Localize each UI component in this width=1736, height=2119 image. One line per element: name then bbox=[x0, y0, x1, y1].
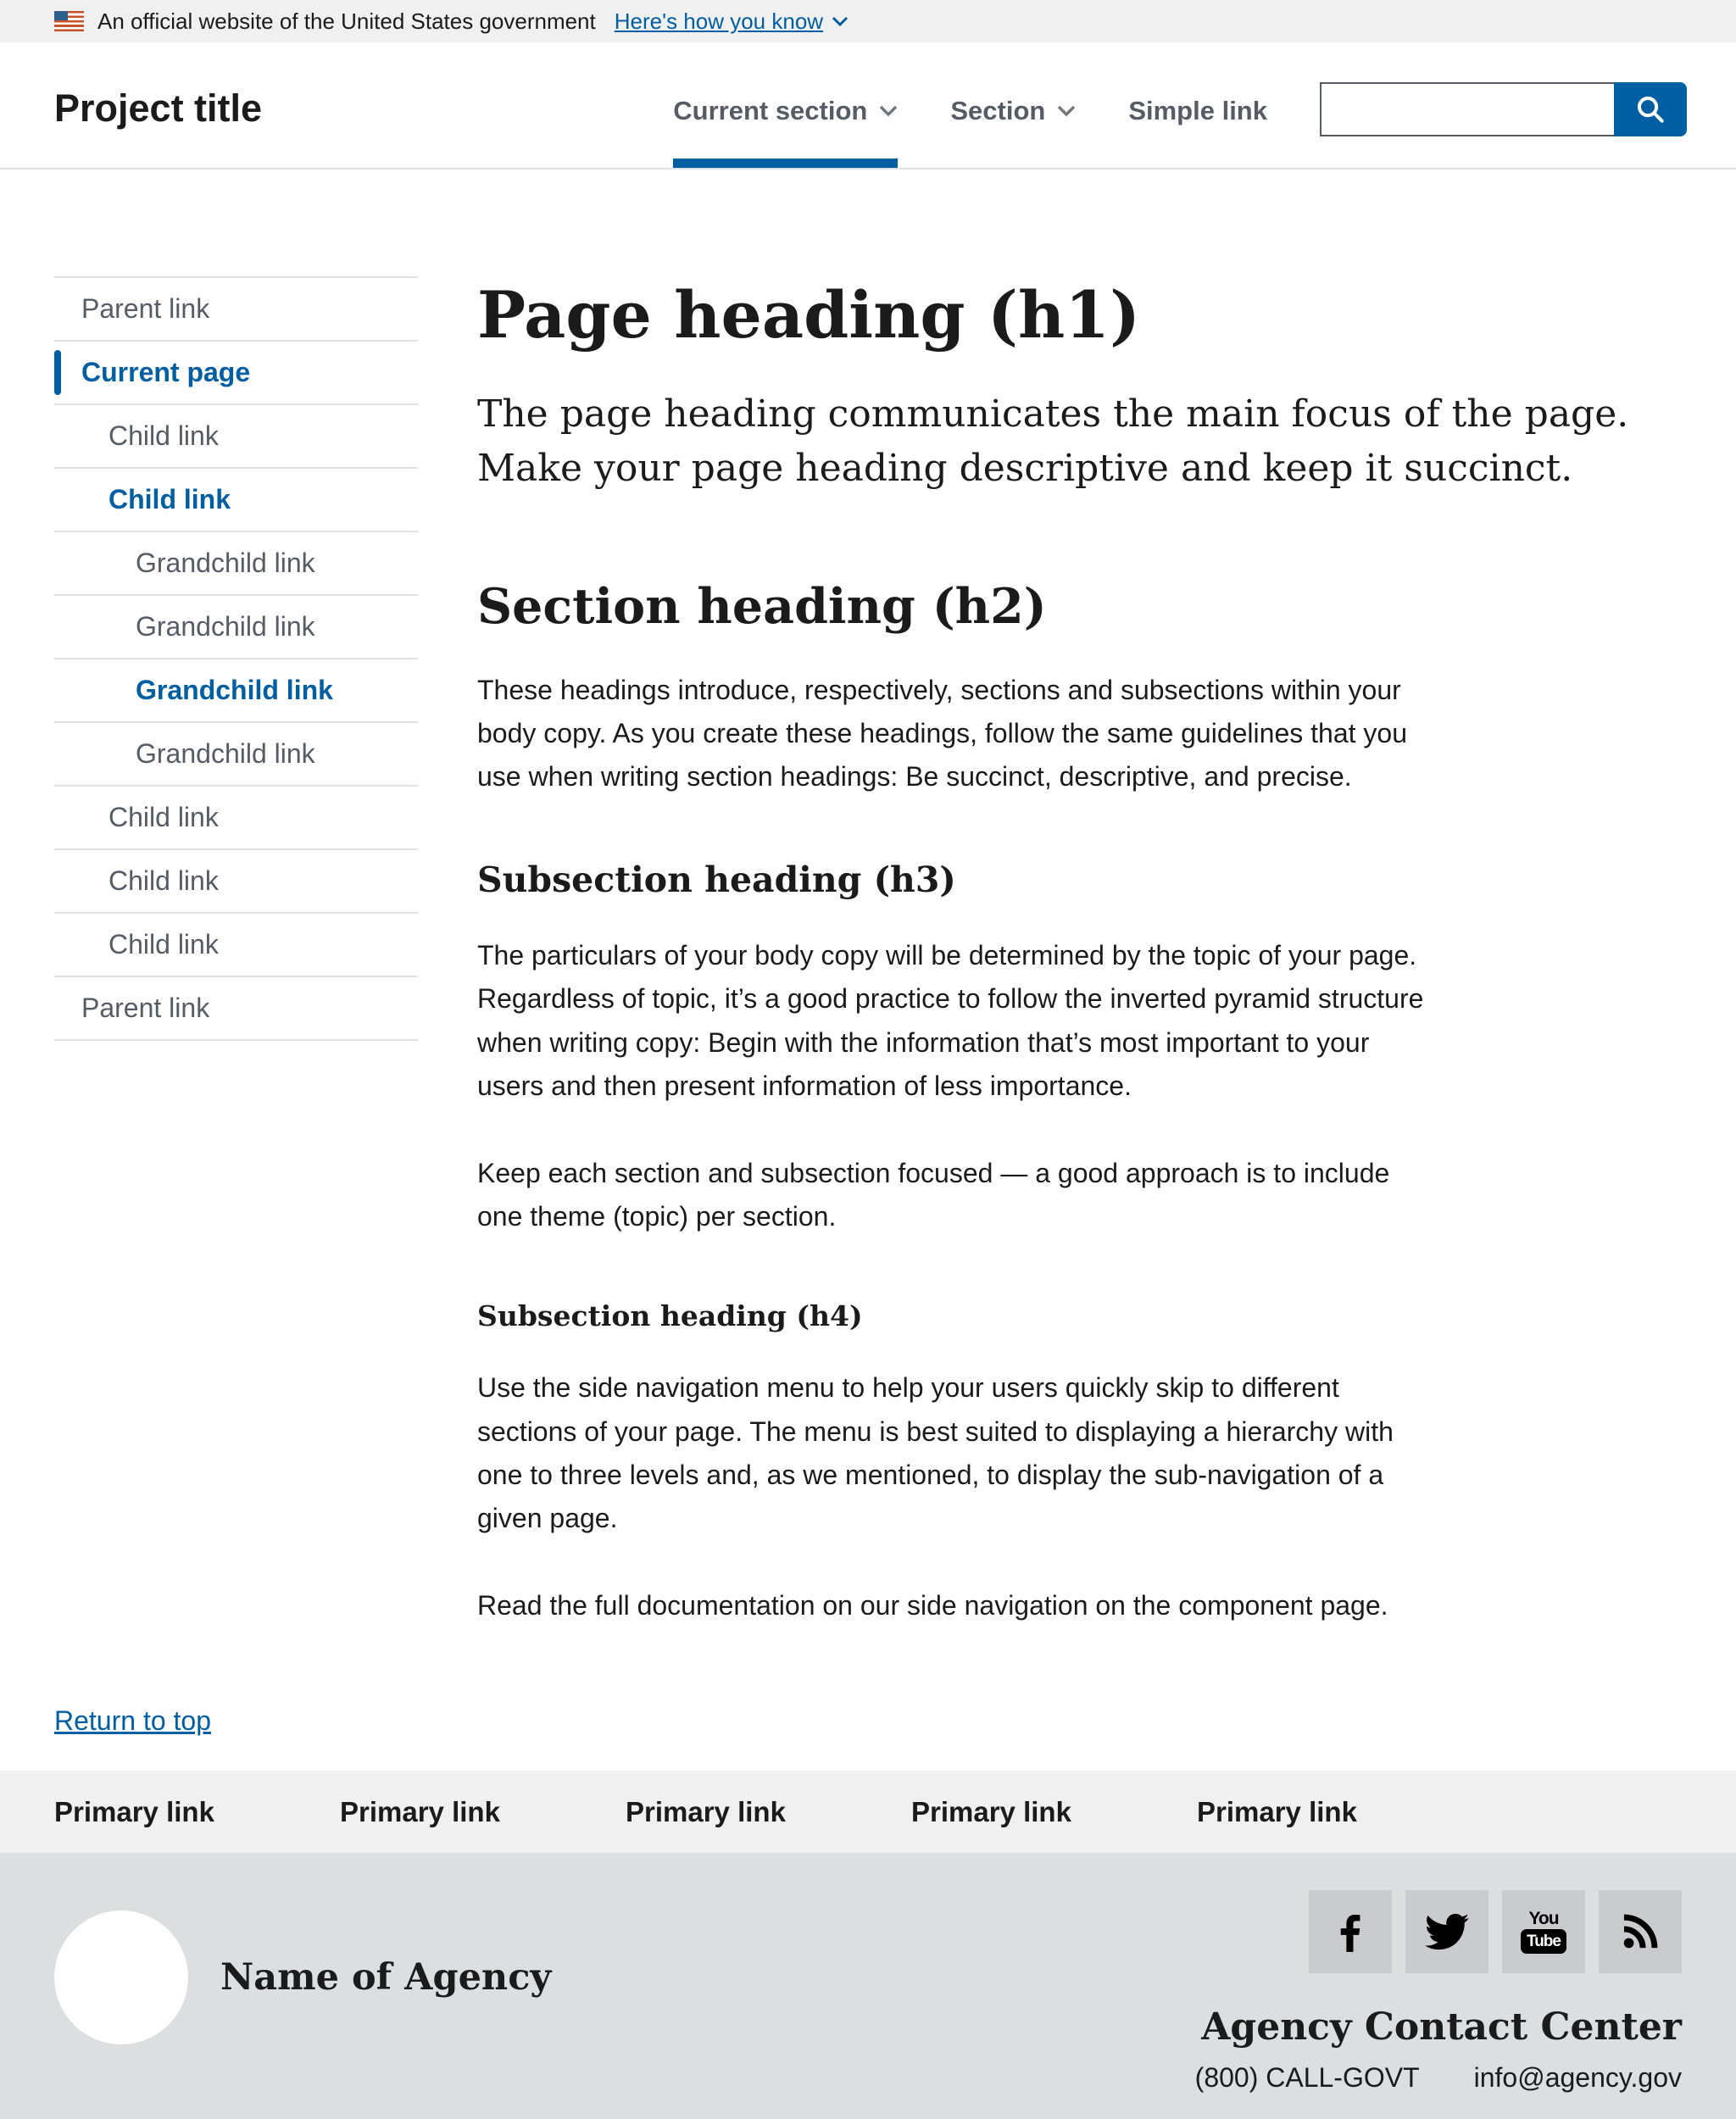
sidenav-link-child[interactable]: Child link bbox=[108, 929, 219, 959]
chevron-down-icon bbox=[832, 16, 849, 27]
banner-text: An official website of the United States government bbox=[97, 8, 596, 34]
sidenav-link-parent[interactable]: Parent link bbox=[81, 293, 210, 324]
sidenav-link-grandchild[interactable]: Grandchild link bbox=[136, 548, 315, 578]
nav-item-label: Simple link bbox=[1128, 96, 1267, 125]
us-flag-icon bbox=[54, 11, 84, 31]
chevron-down-icon bbox=[1057, 105, 1076, 117]
nav-item-simple-link[interactable] bbox=[1128, 42, 1267, 168]
return-to-top-wrap bbox=[0, 1705, 1736, 1737]
agency-contact-heading: Agency Contact Center bbox=[1201, 2005, 1682, 2049]
agency-name: Name of Agency bbox=[220, 1956, 552, 1999]
footer-primary-link[interactable]: Primary link bbox=[911, 1795, 1071, 1827]
main-nav bbox=[673, 42, 1267, 168]
nav-item-label: Current section bbox=[673, 96, 868, 125]
heres-how-you-know-link[interactable] bbox=[615, 8, 849, 35]
facebook-link[interactable] bbox=[1309, 1890, 1392, 1973]
search-form bbox=[1320, 82, 1687, 136]
site-title[interactable]: Project title bbox=[54, 86, 263, 130]
page-heading-h1: Page heading (h1) bbox=[477, 277, 1141, 353]
social-links-row bbox=[1309, 1890, 1682, 1973]
agency-logo-placeholder bbox=[54, 1910, 188, 2044]
agency-block bbox=[54, 1910, 551, 2044]
h2-body-paragraph: These headings introduce, respectively, sections and subsections within your body copy. As you create these headings, follow the same guidelines that you use when writing section headings: Be succinct, descriptive, and precise. bbox=[477, 674, 1407, 793]
sidenav-item bbox=[54, 467, 418, 531]
sidenav-link-current-page[interactable]: Current page bbox=[81, 357, 251, 387]
footer-primary-link[interactable]: Primary link bbox=[626, 1795, 786, 1827]
search-button[interactable] bbox=[1614, 82, 1687, 136]
content-region bbox=[0, 170, 1736, 1627]
footer-primary-nav bbox=[0, 1771, 1736, 1853]
sidenav-item bbox=[54, 276, 418, 340]
site-footer bbox=[0, 1771, 1736, 2119]
nav-item-section[interactable] bbox=[950, 42, 1076, 168]
sidenav-link-parent[interactable]: Parent link bbox=[81, 993, 210, 1023]
nav-item-label: Section bbox=[950, 96, 1046, 125]
nav-item-current-section[interactable] bbox=[673, 42, 898, 168]
rss-icon bbox=[1618, 1910, 1662, 1954]
facebook-icon bbox=[1328, 1910, 1372, 1954]
main-content bbox=[477, 276, 1682, 1627]
youtube-icon-text-top: You bbox=[1528, 1909, 1559, 1929]
search-input[interactable] bbox=[1320, 82, 1614, 136]
sidenav-item bbox=[54, 976, 418, 1039]
twitter-link[interactable] bbox=[1405, 1890, 1488, 1973]
h4-body-paragraph-1: Use the side navigation menu to help your users quickly skip to different sections of your page. The menu is best suited to displaying a hierarchy with one to three levels and, as we mentioned, to display the sub-navigation of a given page. bbox=[477, 1372, 1394, 1533]
footer-primary-link[interactable]: Primary link bbox=[54, 1795, 214, 1827]
site-header bbox=[0, 42, 1736, 170]
sidenav-link-child[interactable]: Child link bbox=[108, 420, 219, 451]
sidenav-item bbox=[54, 721, 418, 785]
return-to-top-link[interactable]: Return to top bbox=[54, 1705, 211, 1737]
sidenav-item bbox=[54, 594, 418, 658]
sidenav-link-child[interactable]: Child link bbox=[108, 802, 219, 832]
footer-primary-link[interactable]: Primary link bbox=[340, 1795, 500, 1827]
sidenav-link-grandchild[interactable]: Grandchild link bbox=[136, 738, 315, 769]
sidenav-link-grandchild[interactable]: Grandchild link bbox=[136, 611, 315, 642]
sidenav-link-child-active[interactable]: Child link bbox=[108, 484, 231, 514]
twitter-icon bbox=[1425, 1910, 1469, 1954]
lead-paragraph: The page heading communicates the main focus of the page. Make your page heading descriptive and keep it succinct. bbox=[477, 392, 1629, 491]
youtube-icon bbox=[1521, 1910, 1566, 1954]
contact-links-row bbox=[1195, 2062, 1682, 2094]
sidenav-link-grandchild-active[interactable]: Grandchild link bbox=[136, 675, 333, 705]
youtube-icon-text-box: Tube bbox=[1521, 1929, 1566, 1954]
sidenav-item bbox=[54, 531, 418, 594]
sidenav-item bbox=[54, 403, 418, 467]
magnifying-glass-icon bbox=[1634, 93, 1666, 125]
contact-phone-link[interactable]: (800) CALL-GOVT bbox=[1194, 2062, 1420, 2094]
youtube-link[interactable] bbox=[1502, 1890, 1585, 1973]
section-heading-h2: Section heading (h2) bbox=[477, 577, 1047, 635]
footer-secondary-section bbox=[0, 1853, 1736, 2119]
sidenav-item bbox=[54, 658, 418, 721]
rss-link[interactable] bbox=[1599, 1890, 1682, 1973]
h3-body-paragraph-1: The particulars of your body copy will be determined by the topic of your page. Regardless of topic, it’s a good practice to follow the inverted pyramid structure when writing copy: Begin with the information that’s most important to your users and then present information of less importance. bbox=[477, 940, 1424, 1101]
chevron-down-icon bbox=[879, 105, 898, 117]
sidenav-item bbox=[54, 848, 418, 912]
footer-primary-link[interactable]: Primary link bbox=[1197, 1795, 1357, 1827]
contact-email-link[interactable]: info@agency.gov bbox=[1473, 2062, 1682, 2094]
header-right bbox=[673, 42, 1687, 168]
subsection-heading-h4: Subsection heading (h4) bbox=[477, 1299, 863, 1333]
h4-body-paragraph-2: Read the full documentation on our side navigation on the component page. bbox=[477, 1590, 1388, 1621]
h3-body-paragraph-2: Keep each section and subsection focused — a good approach is to include one theme (topic) per section. bbox=[477, 1157, 1390, 1232]
banner-link-label: Here's how you know bbox=[614, 8, 824, 34]
side-navigation bbox=[54, 276, 418, 1627]
gov-banner bbox=[0, 0, 1736, 42]
footer-contact-column bbox=[1195, 1887, 1682, 2119]
sidenav-link-child[interactable]: Child link bbox=[108, 865, 219, 896]
sidenav-item bbox=[54, 785, 418, 848]
sidenav-item bbox=[54, 912, 418, 976]
subsection-heading-h3: Subsection heading (h3) bbox=[477, 859, 956, 901]
sidenav-item-current-page bbox=[54, 340, 418, 403]
